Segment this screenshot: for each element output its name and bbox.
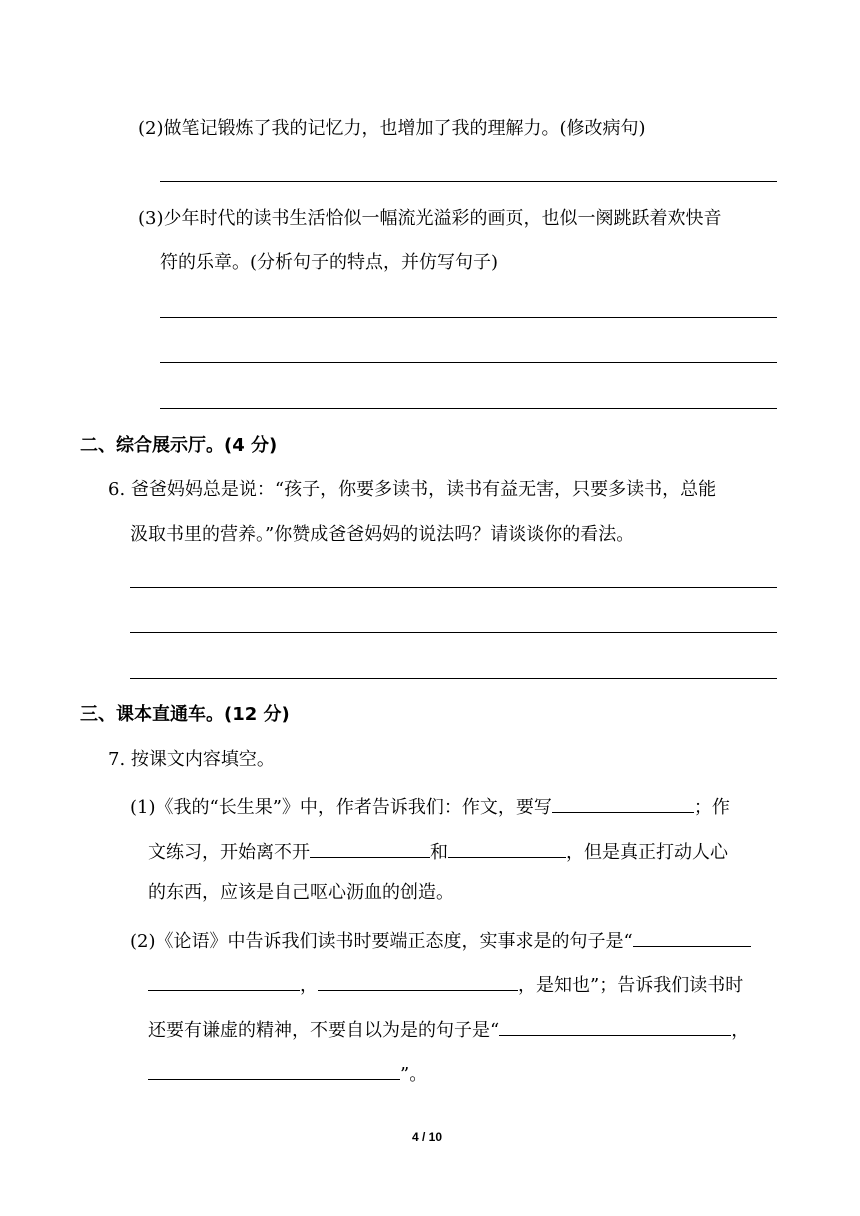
fill-blank[interactable] [148,1059,400,1080]
answer-line[interactable] [160,362,777,363]
q7-part2-text: 还要有谦虚的精神，不要自以为是的句子是“ [148,1020,500,1041]
q7-part1-text: 和 [430,842,448,863]
q5-item2: (2)做笔记锻炼了我的记忆力，也增加了我的理解力。(修改病句) [138,118,646,139]
q7-prompt: 7. 按课文内容填空。 [108,749,275,770]
page-number: 4 / 10 [412,1130,443,1144]
q6-line2: 汲取书里的营养。”你赞成爸爸妈妈的说法吗？请谈谈你的看法。 [130,524,635,545]
q6-line1: 6. 爸爸妈妈总是说：“孩子，你要多读书，读书有益无害，只要多读书，总能 [108,479,717,500]
answer-line[interactable] [130,678,777,679]
answer-line[interactable] [130,632,777,633]
answer-line[interactable] [160,181,777,182]
fill-blank[interactable] [499,1015,731,1036]
q7-part2-text: ，是知也”；告诉我们读书时 [518,975,744,996]
q7-part1-text: ；作 [693,797,730,818]
fill-blank[interactable] [318,970,518,991]
q7-part2-text: ， [731,1020,750,1041]
q7-part2-line4 [148,1059,427,1087]
q5-item3-line2: 符的乐章。(分析句子的特点，并仿写句子) [160,252,499,273]
q7-part2-line2 [148,970,743,998]
answer-line[interactable] [160,408,777,409]
fill-blank[interactable] [552,792,694,813]
section2-heading: 二、综合展示厅。(4 分) [80,435,278,456]
fill-blank[interactable] [310,837,430,858]
q7-part2-line3 [148,1015,749,1043]
q7-part1-line1 [130,792,730,820]
q7-part2-text: ， [300,975,318,996]
q7-part1-text: (1)《我的“长生果”》中，作者告诉我们：作文，要写 [130,797,552,818]
q7-part1-text: ，但是真正打动人心 [566,842,728,863]
q7-part1-line3: 的东西，应该是自己呕心沥血的创造。 [148,882,454,903]
q7-part1-text: 文练习，开始离不开 [148,842,310,863]
q7-part2-text: (2)《论语》中告诉我们读书时要端正态度，实事求是的句子是“ [130,931,633,952]
q5-item3-line1: (3)少年时代的读书生活恰似一幅流光溢彩的画页，也似一阕跳跃着欢快音 [138,208,722,229]
q7-part1-line2 [148,837,728,865]
answer-line[interactable] [130,587,777,588]
answer-line[interactable] [160,317,777,318]
fill-blank[interactable] [633,926,751,947]
q7-part2-line1 [130,926,751,954]
section3-heading: 三、课本直通车。(12 分) [80,704,290,725]
fill-blank[interactable] [448,837,566,858]
q7-part2-text: ”。 [400,1064,428,1085]
fill-blank[interactable] [148,970,300,991]
